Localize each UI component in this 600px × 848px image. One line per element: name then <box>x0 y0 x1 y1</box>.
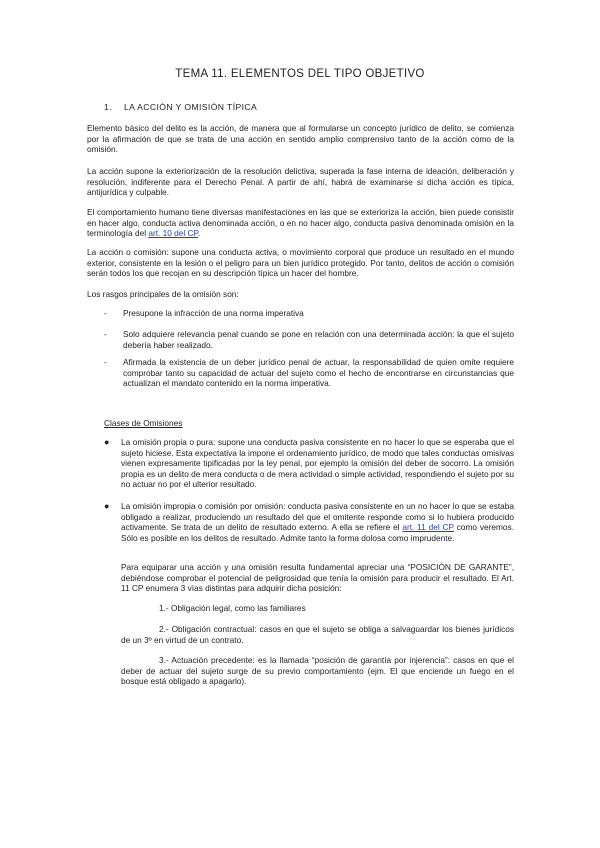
subheading-clases-omisiones: Clases de Omisiones <box>104 418 183 428</box>
page-title: TEMA 11. ELEMENTOS DEL TIPO OBJETIVO <box>175 68 425 80</box>
paragraph-behavior: El comportamiento humano tiene diversas manifestaciones en las que se exterioriza la acción, bien puede consistir en hacer algo, conducta activa denominada acción, o en no hacer algo, conducta pasiva denominada omisión en la terminología del art. 10 del CP. <box>87 207 514 239</box>
paragraph-commission: La acción o comisión: supone una conducta activa, o movimiento corporal que produce un resultado en el mundo exterior, consistente en la lesión o el peligro para un bien jurídico protegido. Por tanto, delitos de acción o comisión serán todos los que recojan en su descripción típica un hacer del hombre. <box>87 247 514 279</box>
dash-marker: - <box>104 308 107 318</box>
bullet-omision-propia: La omisión propia o pura: supone una conducta pasiva consistente en no hacer lo que se esperaba que el sujeto hiciese. Esta expectativa la impone el ordenamiento jurídico, de modo que tales conductas omisivas vienen expresamente tipificadas por la ley penal, por ejemplo la omisión del deber de socorro. La omisión propia es un delito de mera conducta o de mera actividad o simple actividad, respondiendo el sujeto por su no actuar no por el ulterior resultado. <box>121 437 514 490</box>
dash-item: Solo adquiere relevancia penal cuando se pone en relación con una determinada acción: la que el sujeto debería haber realizado. <box>123 329 514 350</box>
dash-marker: - <box>104 329 107 339</box>
bullet-icon: ● <box>104 437 110 447</box>
section-heading <box>104 102 257 112</box>
dash-marker: - <box>104 357 107 367</box>
bullet-omision-impropia: La omisión impropia o comisión por omisión: conducta pasiva consistente en un no hacer lo que se estaba obligado a realizar, produciendo un resultado del que el omitente responde como si lo hubiera producido activamente. Se trata de un delito de resultado externo. A ella se refiere el art. 11 del CP como veremos. Sólo es posible en los delitos de resultado. Admite tanto la forma dolosa como imprudente. <box>121 501 514 543</box>
obligation-contractual: 2.- Obligación contractual: casos en que el sujeto se obliga a salvaguardar los bienes jurídicos de un 3º en virtud de un contrato. <box>121 624 514 645</box>
dash-item: Presupone la infracción de una norma imperativa <box>123 308 304 318</box>
paragraph-posicion-garante: Para equiparar una acción y una omisión resulta fundamental apreciar una “POSICIÓN DE GARANTE”, debiéndose comprobar el potencial de peligrosidad que tenía la omisión para producir el resultado. El Art. 11 CP enumera 3 vías distintas para adquirir dicha posición: <box>121 562 514 594</box>
paragraph-action-basic: Elemento básico del delito es la acción, de manera que al formularse un concepto jurídico de delito, se comienza por la afirmación de que se trata de una acción en sentido amplio comprensivo tanto de la acción como de la omisión. <box>87 123 514 155</box>
section-number: 1. <box>104 102 112 112</box>
bullet-icon: ● <box>104 501 110 511</box>
obligation-legal: 1.- Obligación legal, como las familiares <box>159 603 306 613</box>
dash-item: Afirmada la existencia de un deber jurídico penal de actuar, la responsabilidad de quien omite requiere comprobar tanto su capacidad de actuar del sujeto como el hecho de encontrarse en circunstancias que actualizan el mandato contenido en la norma imperativa. <box>123 357 514 389</box>
paragraph-omission-traits-intro: Los rasgos principales de la omisión son: <box>87 289 239 299</box>
art-10-link[interactable]: art. 10 del CP <box>148 228 199 239</box>
obligation-actuacion-precedente: 3.- Actuación precedente: es la llamada “posición de garantía por injerencia”: casos en que el deber de actuar del sujeto surge de su previo comportamiento (ejm. El que enciende un fuego en el bosque está obligado a apagarlo). <box>121 655 514 687</box>
art-11-link[interactable]: art. 11 del CP <box>402 522 454 533</box>
section-title: LA ACCIÓN Y OMISIÓN TÍPICA <box>124 102 258 112</box>
paragraph-action-exteriorization: La acción supone la exteriorización de la resolución delictiva, superada la fase interna de ideación, deliberación y resolución, indiferente para el Derecho Penal. A partir de ahí, habrá de examinarse si dicha acción es típica, antijurídica y culpable. <box>87 166 514 198</box>
